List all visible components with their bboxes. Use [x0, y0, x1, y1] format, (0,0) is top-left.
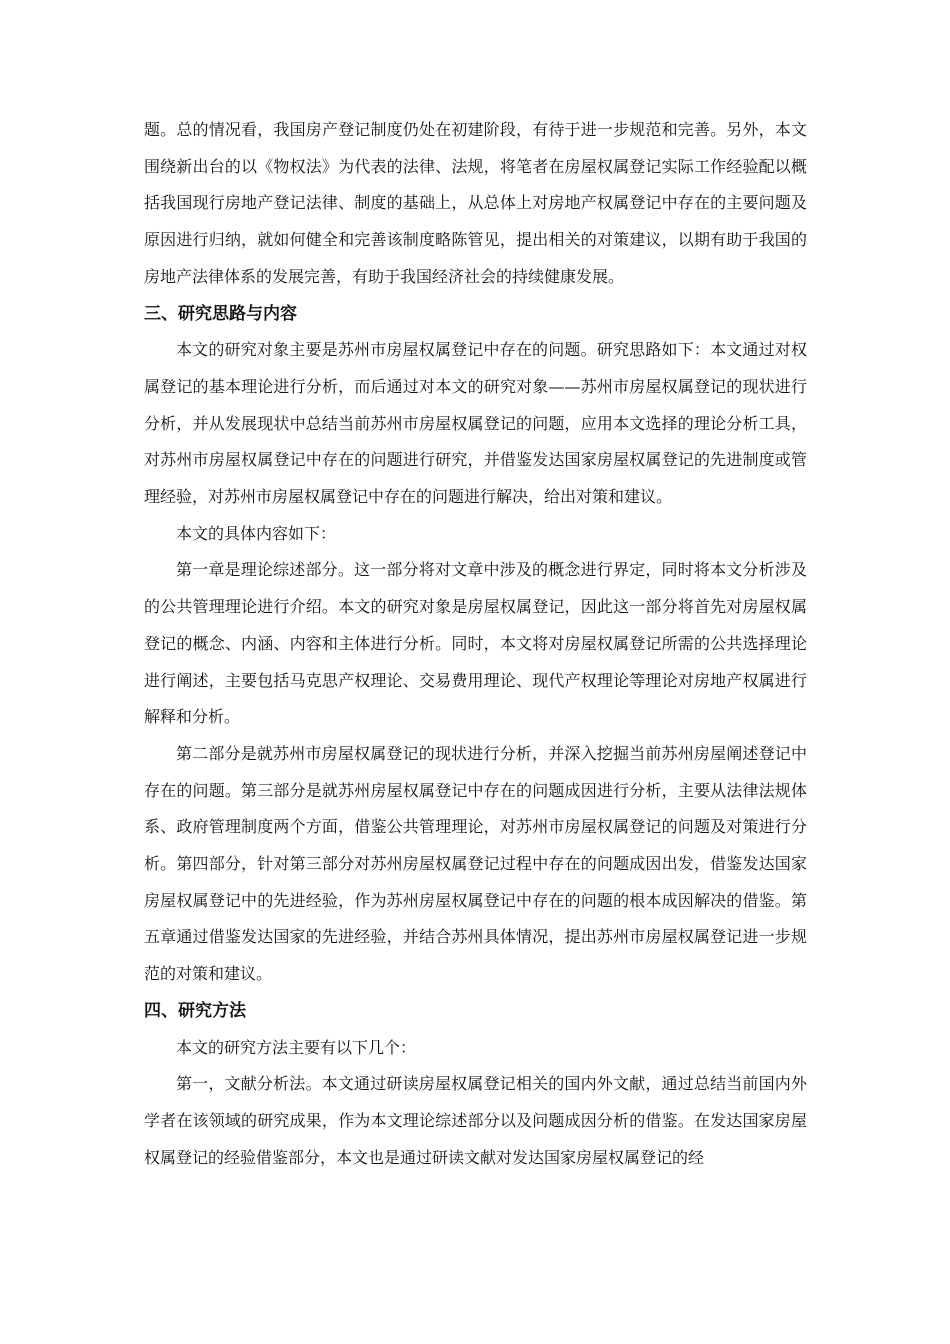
paragraph-methods-intro: 本文的研究方法主要有以下几个： [176, 1037, 417, 1057]
paragraph-chapters-two-to-five: 第二部分是就苏州市房屋权属登记的现状进行分析，并深入挖掘当前苏州房屋阐述登记中存在的问题。第三部分是就苏州房屋权属登记中存在的问题成因进行分析，主要从法律法规体系、政府管理制度两个方面，借鉴公共管理理论，对苏州市房屋权属登记的问题及对策进行分析。第四部分，针对第三部分对苏州房屋权属登记过程中存在的问题成因出发，借鉴发达国家房屋权属登记中的先进经验，作为苏州房屋权属登记中存在的问题的根本成因解决的借鉴。第五章通过借鉴发达国家的先进经验，并结合苏州具体情况，提出苏州市房屋权属登记进一步规范的对策和建议。 [144, 743, 807, 984]
paragraph-research-approach: 本文的研究对象主要是苏州市房屋权属登记中存在的问题。研究思路如下：本文通过对权属登记的基本理论进行分析，而后通过对本文的研究对象——苏州市房屋权属登记的现状进行分析，并从发展现状中总结当前苏州市房屋权属登记的问题，应用本文选择的理论分析工具，对苏州市房屋权属登记中存在的问题进行研究，并借鉴发达国家房屋权属登记的先进制度或管理经验，对苏州市房屋权属登记中存在的问题进行解决，给出对策和建议。 [144, 340, 807, 507]
paragraph-content-intro: 本文的具体内容如下： [176, 523, 337, 543]
paragraph-chapter-one: 第一章是理论综述部分。这一部分将对文章中涉及的概念进行界定，同时将本文分析涉及的公共管理理论进行介绍。本文的研究对象是房屋权属登记，因此这一部分将首先对房屋权属登记的概念、内涵、内容和主体进行分析。同时，本文将对房屋权属登记所需的公共选择理论进行阐述，主要包括马克思产权理论、交易费用理论、现代产权理论等理论对房地产权属进行解释和分析。 [144, 560, 807, 727]
paragraph-continuation: 题。总的情况看，我国房产登记制度仍处在初建阶段，有待于进一步规范和完善。另外，本文围绕新出台的以《物权法》为代表的法律、法规，将笔者在房屋权属登记实际工作经验配以概括我国现行房地产登记法律、制度的基础上，从总体上对房地产权属登记中存在的主要问题及原因进行归纳，就如何健全和完善该制度略陈管见，提出相关的对策建议，以期有助于我国的房地产法律体系的发展完善，有助于我国经济社会的持续健康发展。 [144, 120, 807, 286]
section-heading-research-methods: 四、研究方法 [144, 1000, 246, 1021]
page-content [144, 112, 807, 1176]
paragraph-literature-analysis: 第一，文献分析法。本文通过研读房屋权属登记相关的国内外文献，通过总结当前国内外学者在该领域的研究成果，作为本文理论综述部分以及问题成因分析的借鉴。在发达国家房屋权属登记的经验借鉴部分，本文也是通过研读文献对发达国家房屋权属登记的经 [144, 1074, 807, 1167]
section-heading-research-approach: 三、研究思路与内容 [144, 303, 297, 324]
